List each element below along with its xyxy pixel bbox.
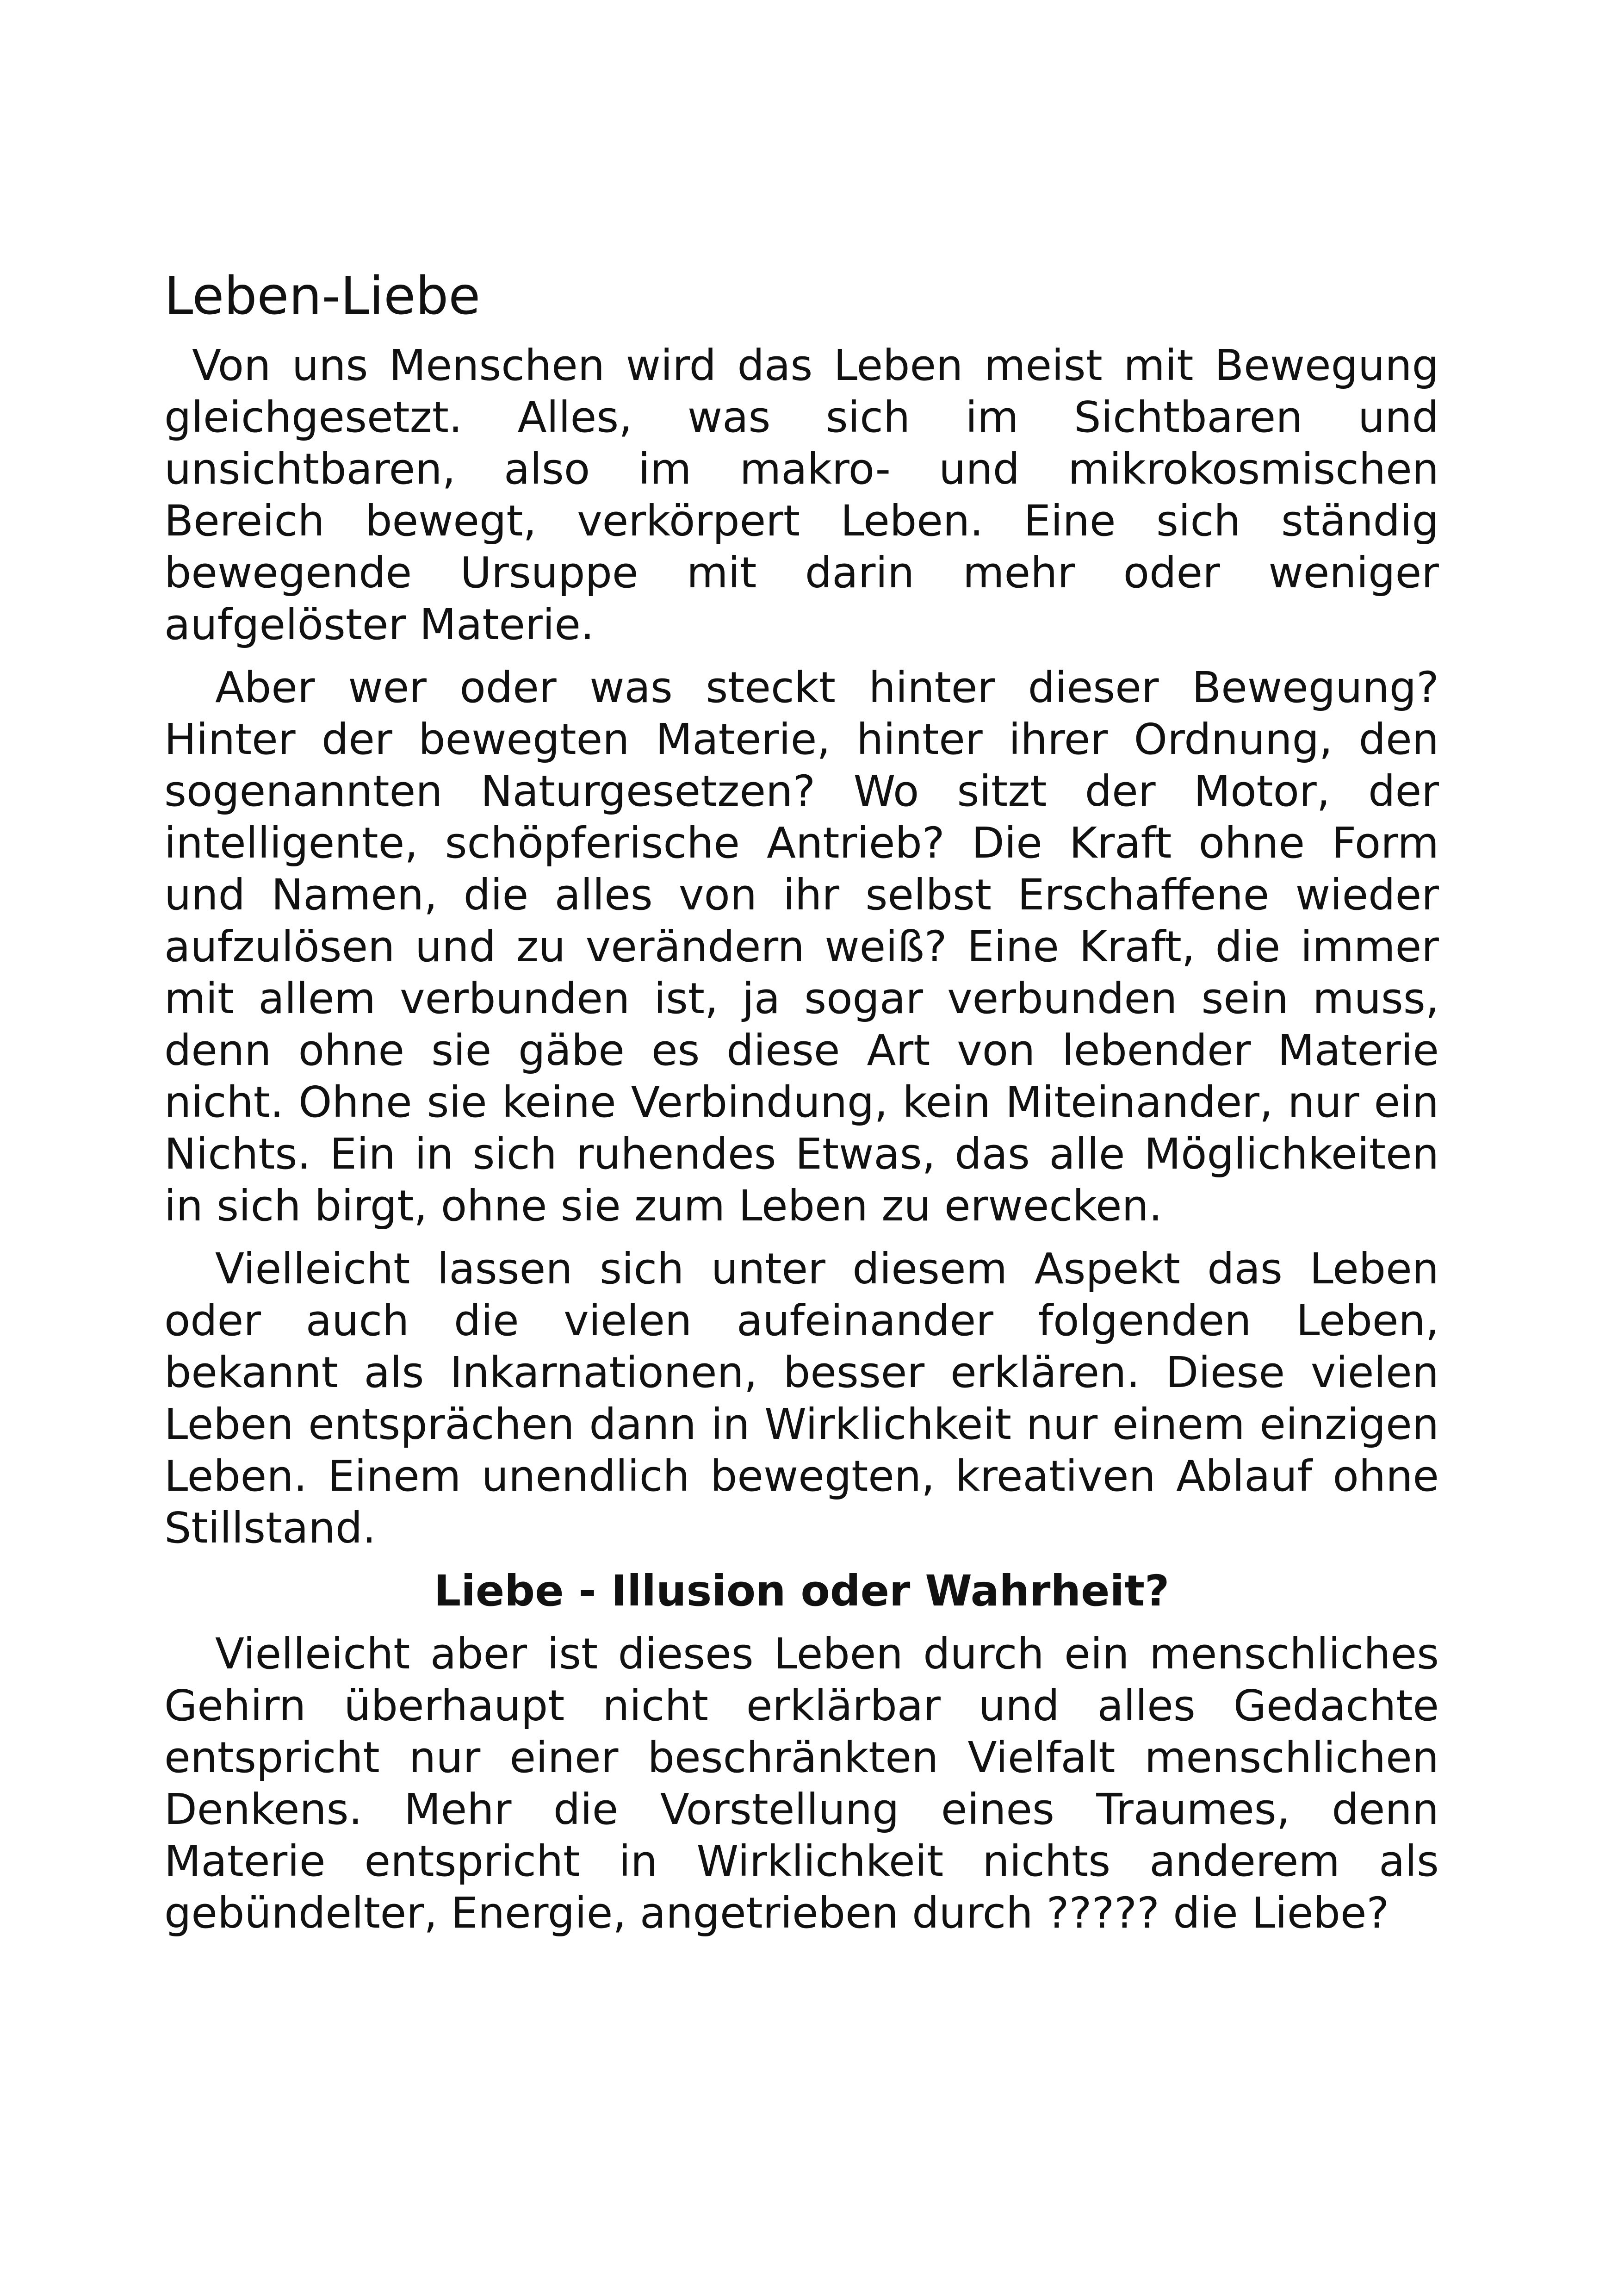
paragraph-3: Vielleicht lassen sich unter diesem Aspekt das Leben oder auch die vielen aufeinander folgenden Leben, bekannt als Inkarnationen, besser erklären. Diese vielen Leben entsprächen dann in Wirklichkeit nur einem einzigen Leben. Einem unendlich bewegten, kreativen Ablauf ohne Stillstand. bbox=[164, 1244, 1439, 1553]
paragraph-1: Von uns Menschen wird das Leben meist mit Bewegung gleichgesetzt. Alles, was sich im Sichtbaren und unsichtbaren, also im makro- und mikrokosmischen Bereich bewegt, verkörpert Leben. Eine sich ständig bewegende Ursuppe mit darin mehr oder weniger aufgelöster Materie. bbox=[164, 341, 1439, 649]
page-content bbox=[164, 264, 1439, 1950]
paragraph-2: Aber wer oder was steckt hinter dieser Bewegung? Hinter der bewegten Materie, hinter ihrer Ordnung, den sogenannten Naturgesetzen? Wo sitzt der Motor, der intelligente, schöpferische Antrieb? Die Kraft ohne Form und Namen, die alles von ihr selbst Erschaffene wieder aufzulösen und zu verändern weiß? Eine Kraft, die immer mit allem verbunden ist, ja sogar verbunden sein muss, denn ohne sie gäbe es diese Art von lebender Materie nicht. Ohne sie keine Verbindung, kein Miteinander, nur ein Nichts. Ein in sich ruhendes Etwas, das alle Möglichkeiten in sich birgt, ohne sie zum Leben zu erwecken. bbox=[164, 663, 1439, 1231]
section-heading: Liebe - Illusion oder Wahrheit? bbox=[434, 1566, 1170, 1616]
paragraph-4: Vielleicht aber ist dieses Leben durch ein menschliches Gehirn überhaupt nicht erklärbar und alles Gedachte entspricht nur einer beschränkten Vielfalt menschlichen Denkens. Mehr die Vorstellung eines Traumes, denn Materie entspricht in Wirklichkeit nichts anderem als gebündelter, Energie, angetrieben durch ????? die Liebe? bbox=[164, 1629, 1439, 1938]
chapter-title: Leben-Liebe bbox=[164, 266, 481, 326]
